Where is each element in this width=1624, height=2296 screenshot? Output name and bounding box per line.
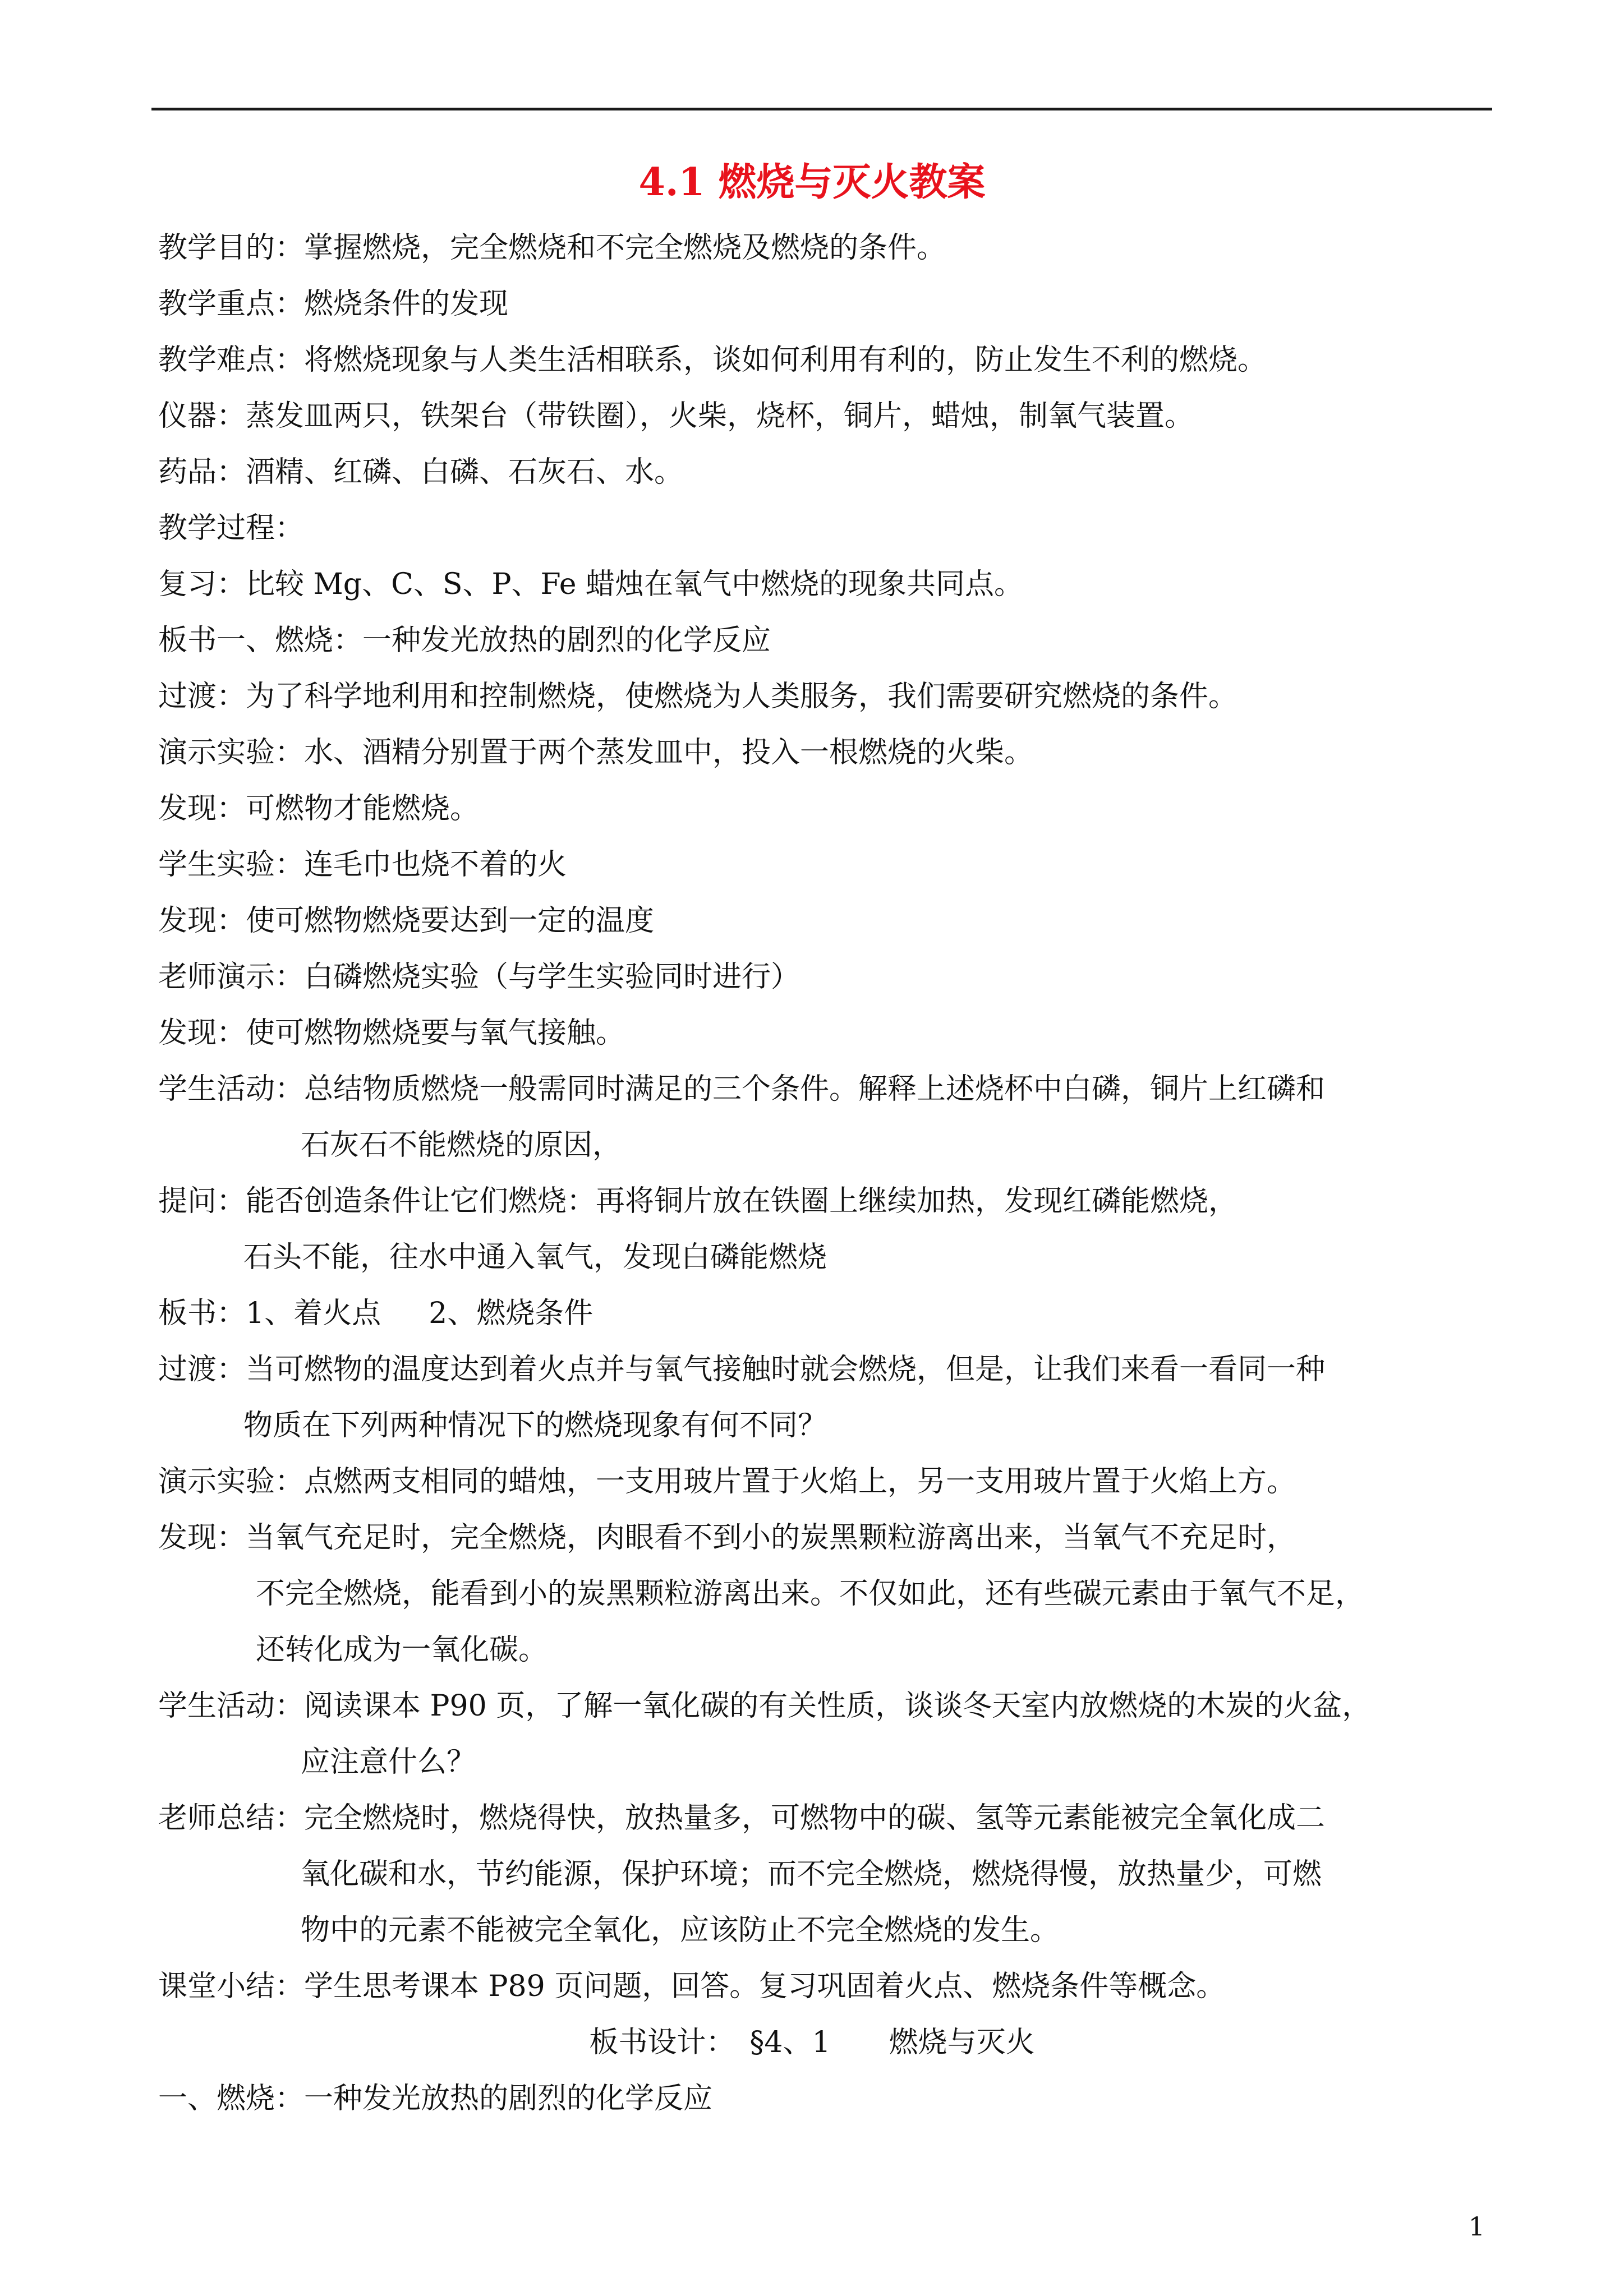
line-teaching-focus: 教学重点：燃烧条件的发现 [158, 287, 509, 321]
line-student-experiment: 学生实验：连毛巾也烧不着的火 [158, 848, 567, 882]
line-finding-4-cont-2: 还转化成为一氧化碳。 [256, 1633, 548, 1667]
line-teaching-difficulty: 教学难点：将燃烧现象与人类生活相联系，谈如何利用有利的，防止发生不利的燃烧。 [158, 343, 1267, 377]
line-teacher-demo: 老师演示：白磷燃烧实验（与学生实验同时进行） [158, 960, 801, 994]
line-reagents: 药品：酒精、红磷、白磷、石灰石、水。 [158, 455, 684, 489]
line-demo-2: 演示实验：点燃两支相同的蜡烛，一支用玻片置于火焰上，另一支用玻片置于火焰上方。 [158, 1465, 1296, 1499]
line-student-activity-1-cont: 石灰石不能燃烧的原因， [301, 1128, 622, 1162]
line-board-1: 板书一、燃烧：一种发光放热的剧烈的化学反应 [158, 624, 771, 657]
header-rule [151, 108, 1492, 110]
line-review: 复习：比较 Mg、C、S、P、Fe 蜡烛在氧气中燃烧的现象共同点。 [158, 568, 1024, 601]
line-board-2: 板书：1、着火点 2、燃烧条件 [158, 1297, 594, 1330]
line-finding-4: 发现：当氧气充足时，完全燃烧，肉眼看不到小的炭黑颗粒游离出来，当氧气不充足时， [158, 1521, 1296, 1555]
line-teacher-summary-cont-1: 氧化碳和水，节约能源，保护环境；而不完全燃烧，燃烧得慢，放热量少，可燃 [301, 1857, 1322, 1891]
line-section-one: 一、燃烧：一种发光放热的剧烈的化学反应 [158, 2082, 713, 2115]
line-question: 提问：能否创造条件让它们燃烧：再将铜片放在铁圈上继续加热，发现红磷能燃烧， [158, 1184, 1238, 1218]
line-transition-2-cont: 物质在下列两种情况下的燃烧现象有何不同？ [243, 1409, 827, 1442]
line-finding-1: 发现：可燃物才能燃烧。 [158, 792, 480, 826]
line-class-summary: 课堂小结：学生思考课本 P89 页问题，回答。复习巩固着火点、燃烧条件等概念。 [158, 1970, 1226, 2003]
line-teacher-summary-cont-2: 物中的元素不能被完全氧化，应该防止不完全燃烧的发生。 [301, 1914, 1060, 1947]
line-finding-4-cont-1: 不完全燃烧，能看到小的炭黑颗粒游离出来。不仅如此，还有些碳元素由于氧气不足， [256, 1577, 1365, 1611]
line-question-cont: 石头不能，往水中通入氧气，发现白磷能燃烧 [243, 1241, 827, 1274]
page-number: 1 [1468, 2211, 1485, 2242]
line-board-design: 板书设计： §4、1 燃烧与灭火 [589, 2026, 1035, 2059]
line-student-activity-2-cont: 应注意什么？ [301, 1745, 476, 1779]
line-finding-2: 发现：使可燃物燃烧要达到一定的温度 [158, 904, 655, 938]
line-process-heading: 教学过程： [158, 511, 305, 545]
line-finding-3: 发现：使可燃物燃烧要与氧气接触。 [158, 1016, 625, 1050]
line-apparatus: 仪器：蒸发皿两只，铁架台（带铁圈），火柴，烧杯，铜片，蜡烛，制氧气装置。 [158, 399, 1194, 433]
line-demo-1: 演示实验：水、酒精分别置于两个蒸发皿中，投入一根燃烧的火柴。 [158, 736, 1034, 769]
line-transition-1: 过渡：为了科学地利用和控制燃烧，使燃烧为人类服务，我们需要研究燃烧的条件。 [158, 680, 1238, 713]
line-transition-2: 过渡：当可燃物的温度达到着火点并与氧气接触时就会燃烧，但是，让我们来看一看同一种 [158, 1353, 1326, 1386]
line-student-activity-1: 学生活动：总结物质燃烧一般需同时满足的三个条件。解释上述烧杯中白磷，铜片上红磷和 [158, 1072, 1326, 1106]
line-teacher-summary: 老师总结：完全燃烧时，燃烧得快，放热量多，可燃物中的碳、氢等元素能被完全氧化成二 [158, 1801, 1326, 1835]
line-student-activity-2: 学生活动：阅读课本 P90 页，了解一氧化碳的有关性质，谈谈冬天室内放燃烧的木炭的火盆， [158, 1689, 1372, 1723]
document-title: 4.1 燃烧与灭火教案 [638, 160, 986, 205]
line-teaching-goal: 教学目的：掌握燃烧，完全燃烧和不完全燃烧及燃烧的条件。 [158, 231, 946, 265]
